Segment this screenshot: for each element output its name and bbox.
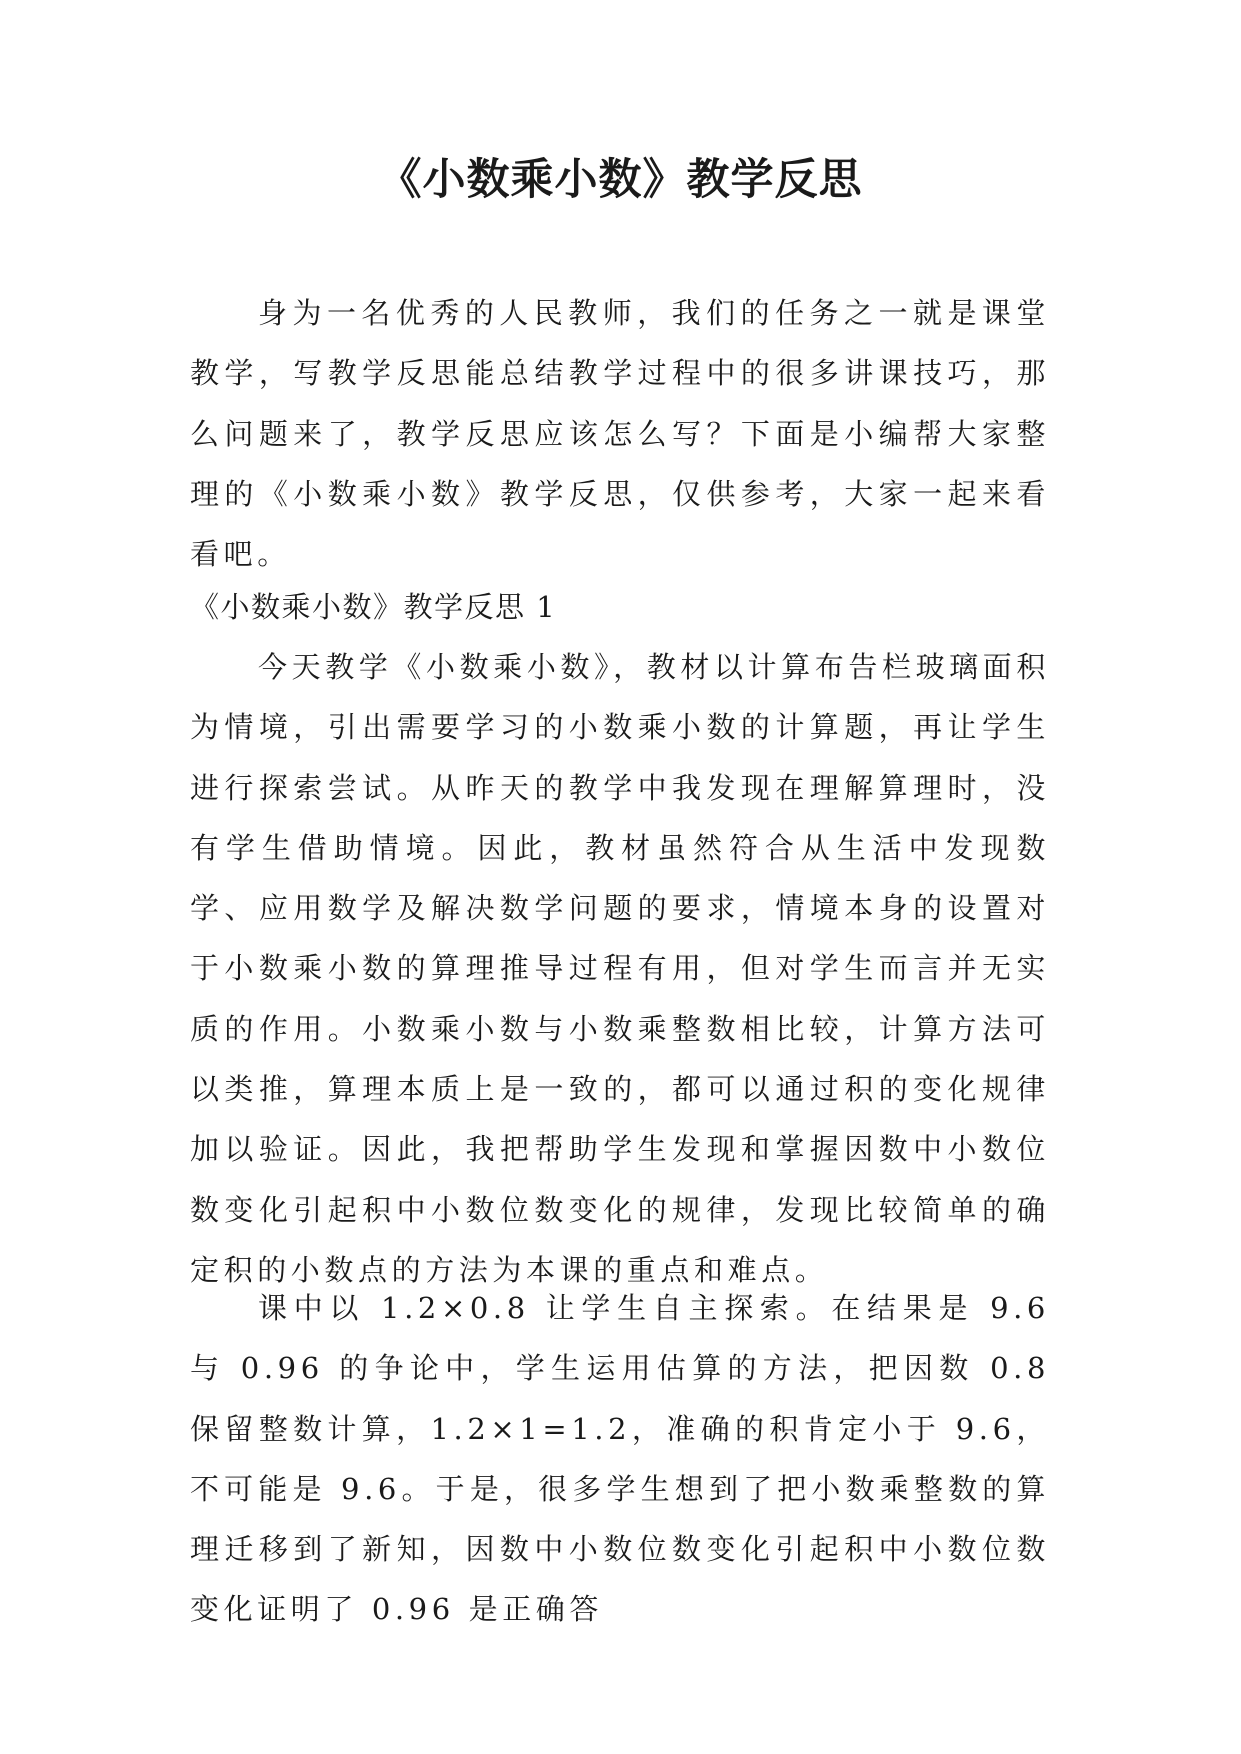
section-heading: 《小数乘小数》教学反思 1 xyxy=(190,590,557,624)
intro-paragraph: 身为一名优秀的人民教师，我们的任务之一就是课堂教学，写教学反思能总结教学过程中的很多讲课技巧，那么问题来了，教学反思应该怎么写？下面是小编帮大家整理的《小数乘小数》教学反思，仅供参考，大家一起来看看吧。 xyxy=(190,296,1050,572)
body-paragraph-2: 课中以 1.2×0.8 让学生自主探索。在结果是 9.6 与 0.96 的争论中，学生运用估算的方法，把因数 0.8 保留整数计算，1.2×1=1.2，准确的积肯定小于 9.6，不可能是 9.6。于是，很多学生想到了把小数乘整数的算理迁移到了新知，因数中小数位数变化引起积中小数位数变化证明了 0.96 是正确答 xyxy=(190,1291,1050,1627)
body-paragraph-1: 今天教学《小数乘小数》，教材以计算布告栏玻璃面积为情境，引出需要学习的小数乘小数的计算题，再让学生进行探索尝试。从昨天的教学中我发现在理解算理时，没有学生借助情境。因此，教材虽然符合从生活中发现数学、应用数学及解决数学问题的要求，情境本身的设置对于小数乘小数的算理推导过程有用，但对学生而言并无实质的作用。小数乘小数与小数乘整数相比较，计算方法可以类推，算理本质上是一致的，都可以通过积的变化规律加以验证。因此，我把帮助学生发现和掌握因数中小数位数变化引起积中小数位数变化的规律，发现比较简单的确定积的小数点的方法为本课的重点和难点。 xyxy=(190,650,1050,1287)
document-title: 《小数乘小数》教学反思 xyxy=(378,155,863,205)
